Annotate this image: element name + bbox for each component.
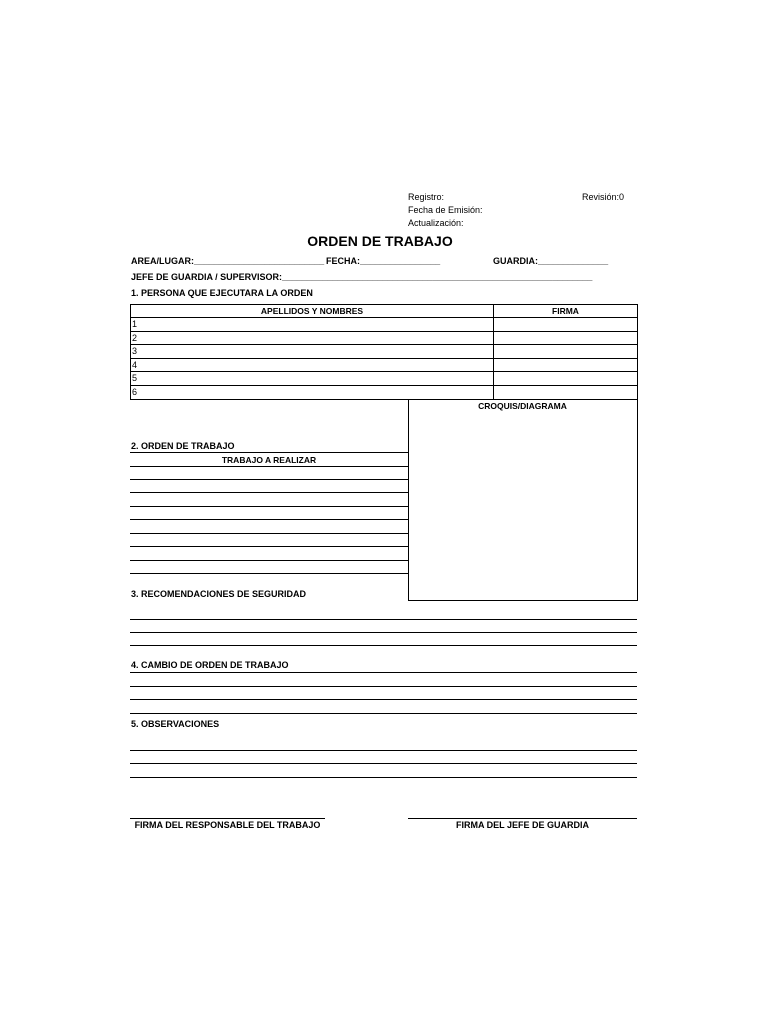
- section1-title: 1. PERSONA QUE EJECUTARA LA ORDEN: [131, 288, 313, 298]
- row-number: 4: [132, 360, 138, 370]
- row-number: 5: [132, 373, 138, 383]
- section4-title: 4. CAMBIO DE ORDEN DE TRABAJO: [131, 660, 289, 670]
- signature-line-responsable: [130, 818, 325, 819]
- row-number: 2: [132, 333, 138, 343]
- firma-jefe-label: FIRMA DEL JEFE DE GUARDIA: [455, 820, 589, 830]
- revision-label: Revisión:0: [582, 192, 625, 202]
- fecha-field: FECHA:________________: [326, 256, 441, 266]
- col-apellidos-nombres: APELLIDOS Y NOMBRES: [260, 306, 364, 316]
- signature-line-jefe: [408, 818, 637, 819]
- document-title: ORDEN DE TRABAJO: [307, 233, 453, 249]
- actualizacion-label: Actualización:: [408, 218, 464, 228]
- row-number: 6: [132, 387, 138, 397]
- section3-title: 3. RECOMENDACIONES DE SEGURIDAD: [131, 589, 307, 599]
- row-number: 1: [132, 319, 138, 329]
- row-number: 3: [132, 346, 138, 356]
- firma-responsable-label: FIRMA DEL RESPONSABLE DEL TRABAJO: [134, 820, 321, 830]
- col-firma: FIRMA: [552, 306, 579, 316]
- registro-label: Registro:: [408, 192, 445, 202]
- croquis-label: CROQUIS/DIAGRAMA: [478, 401, 567, 411]
- section5-title: 5. OBSERVACIONES: [131, 719, 220, 729]
- trabajo-realizar-label: TRABAJO A REALIZAR: [221, 455, 317, 465]
- guardia-field: GUARDIA:______________: [493, 256, 609, 266]
- section2-title: 2. ORDEN DE TRABAJO: [131, 441, 235, 451]
- area-field: AREA/LUGAR:__________________________: [131, 256, 325, 266]
- jefe-guardia-field: JEFE DE GUARDIA / SUPERVISOR:______________________________________________________________: [131, 272, 593, 282]
- fecha-emision-label: Fecha de Emisión:: [408, 205, 483, 215]
